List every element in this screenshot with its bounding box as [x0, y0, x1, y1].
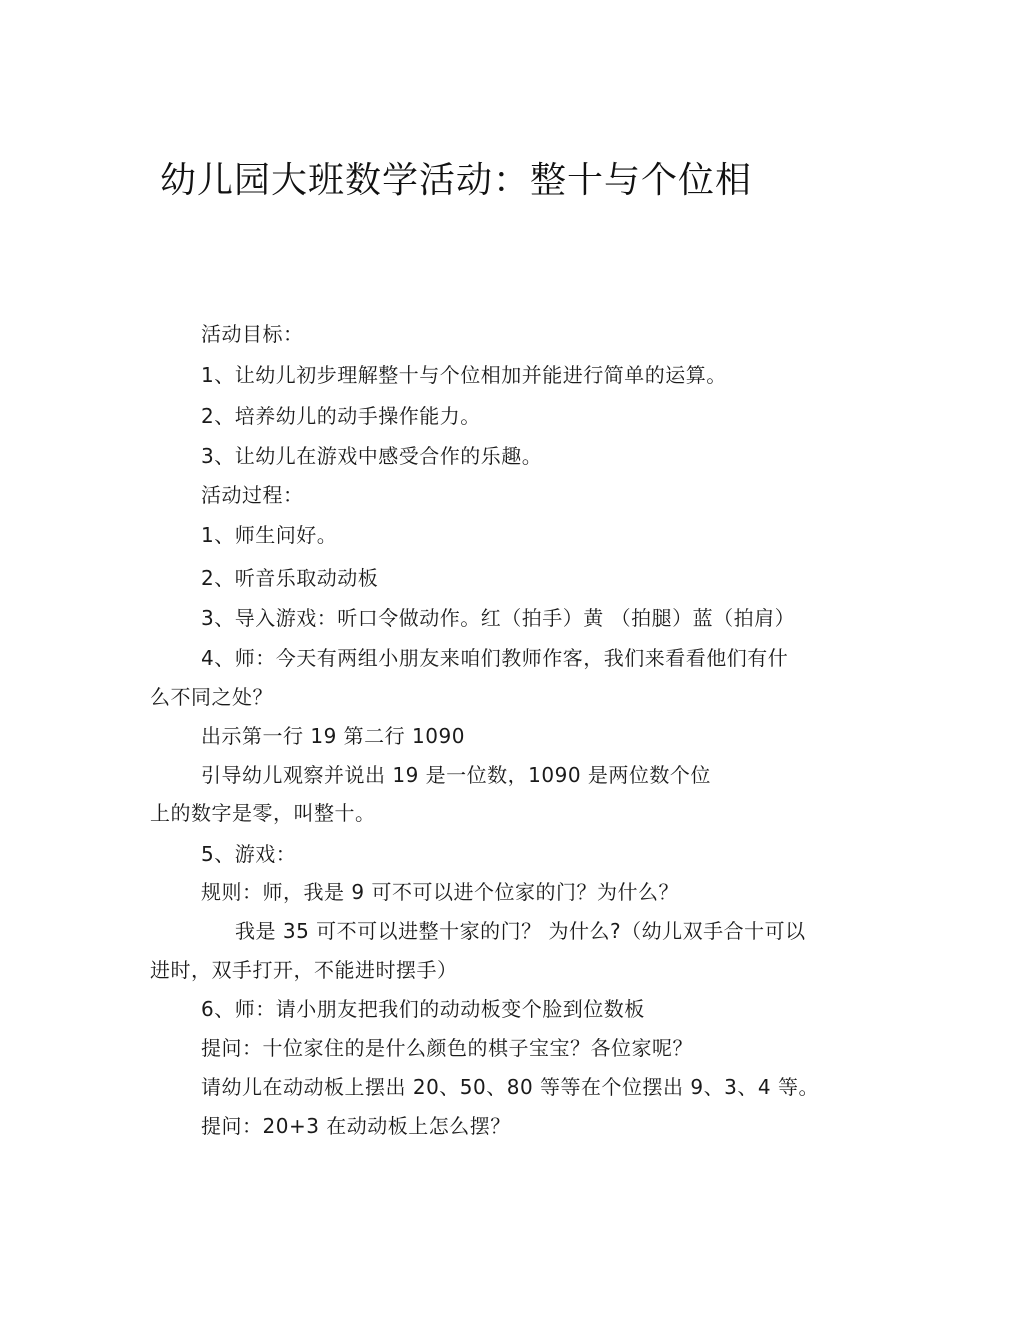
paragraph-line: 请幼儿在动动板上摆出 20、50、80 等等在个位摆出 9、3、4 等。: [201, 1075, 819, 1099]
paragraph-line: 1、师生问好。: [201, 523, 338, 547]
paragraph-line: 3、导入游戏：听口令做动作。红（拍手）黄 （拍腿）蓝（拍肩）: [201, 606, 796, 630]
paragraph-line: 我是 35 可不可以进整十家的门？ 为什么?（幼儿双手合十可以: [235, 919, 806, 943]
paragraph-line: 提问：20+3 在动动板上怎么摆？: [201, 1114, 511, 1138]
paragraph-line: 2、听音乐取动动板: [201, 566, 379, 590]
section-heading-goals: 活动目标：: [201, 322, 304, 346]
section-heading-process: 活动过程：: [201, 483, 304, 507]
paragraph-line: 1、让幼儿初步理解整十与个位相加并能进行简单的运算。: [201, 363, 727, 387]
page-title: 幼儿园大班数学活动：整十与个位相: [160, 160, 753, 201]
paragraph-line: 规则：师，我是 9 可不可以进个位家的门？为什么？: [201, 880, 679, 904]
paragraph-line: 提问：十位家住的是什么颜色的棋子宝宝？各位家呢？: [201, 1036, 693, 1060]
paragraph-line: 2、培养幼儿的动手操作能力。: [201, 404, 481, 428]
paragraph-line: 么不同之处？: [150, 685, 273, 709]
paragraph-line: 4、师：今天有两组小朋友来咱们教师作客，我们来看看他们有什: [201, 646, 789, 670]
paragraph-line: 出示第一行 19 第二行 1090: [201, 724, 465, 748]
paragraph-line: 进时，双手打开，不能进时摆手）: [150, 958, 458, 982]
paragraph-line: 上的数字是零，叫整十。: [150, 801, 376, 825]
paragraph-line: 6、师：请小朋友把我们的动动板变个脸到位数板: [201, 997, 645, 1021]
paragraph-line: 引导幼儿观察并说出 19 是一位数，1090 是两位数个位: [201, 763, 711, 787]
paragraph-line: 3、让幼儿在游戏中感受合作的乐趣。: [201, 444, 543, 468]
paragraph-line: 5、游戏：: [201, 842, 297, 866]
